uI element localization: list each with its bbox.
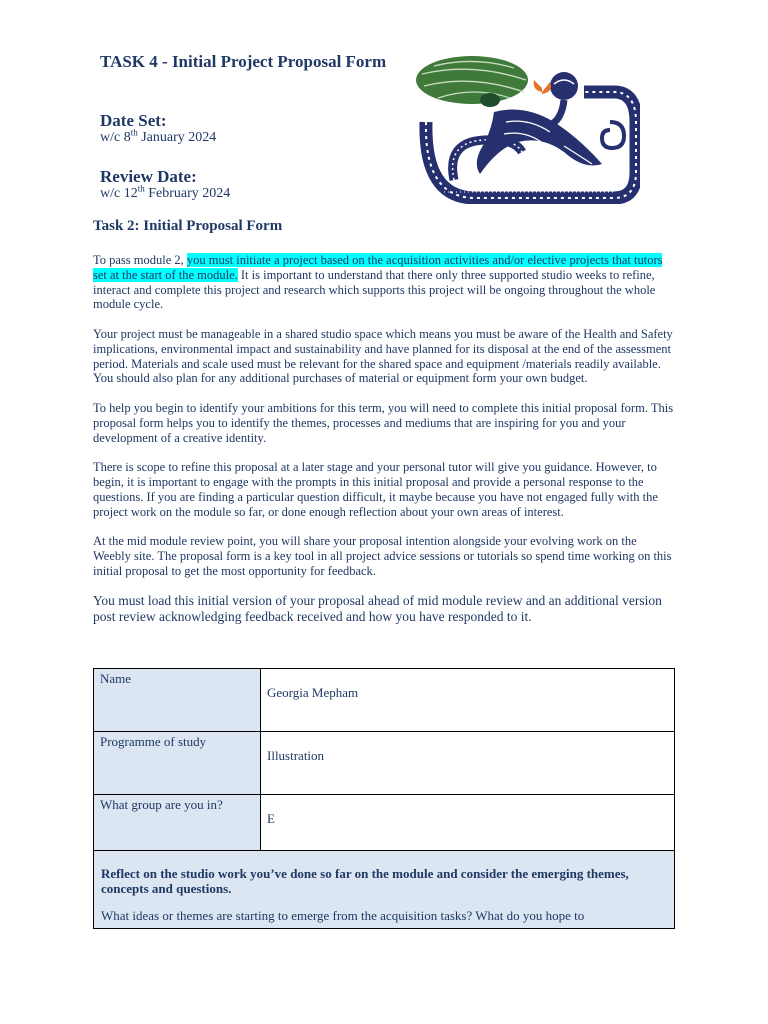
table-row (94, 795, 675, 858)
paragraph-4: There is scope to refine this proposal at a later stage and your personal tutor will give you guidance. However, to begin, it is important to engage with the prompts in this initial proposal and provide a personal response to the questions. If you are finding a particular question difficult, it maybe because you have not engaged fully with the project work on the module so far, or done enough reflection about your own areas of interest. (93, 460, 658, 519)
group-label: What group are you in? (94, 795, 261, 858)
reflection-heading: Reflect on the studio work you’ve done so far on the module and consider the emerging themes, concepts and questions. (101, 866, 629, 896)
group-value[interactable]: E (261, 795, 675, 858)
task2-heading: Task 2: Initial Proposal Form (93, 218, 283, 234)
programme-label: Programme of study (94, 732, 261, 795)
name-value[interactable]: Georgia Mepham (261, 669, 675, 732)
highlighted-text: you must initiate a project based on the acquisition activities and/or elective projects that tutors set at the start of the module. (93, 253, 663, 282)
date-set-label: Date Set: (100, 111, 167, 130)
paragraph-1: To pass module 2, you must initiate a project based on the acquisition activities and/or elective projects that tutors set at the start of the module. It is important to understand that there only three supported studio weeks to refine, interact and complete this project and research which supports this project will be ongoing throughout the whole module cycle. (93, 253, 663, 312)
review-date-label: Review Date: (100, 167, 197, 186)
page-title: TASK 4 - Initial Project Proposal Form (100, 52, 387, 71)
reflection-box (93, 850, 675, 929)
name-label: Name (94, 669, 261, 732)
table-row (94, 732, 675, 795)
review-date-value: w/c 12th February 2024 (100, 183, 231, 201)
linocut-illustration (414, 52, 640, 204)
reflection-box-bottom-edge (93, 928, 675, 929)
date-set-value: w/c 8th January 2024 (100, 127, 217, 145)
paragraph-5: At the mid module review point, you will share your proposal intention alongside your evolving work on the Weebly site. The proposal form is a key tool in all project advice sessions or tutorials so spend time working on this initial proposal to get the most opportunity for feedback. (93, 534, 672, 578)
student-info-table (93, 668, 675, 858)
reflection-question: What ideas or themes are starting to emerge from the acquisition tasks? What do you hope to (101, 908, 585, 923)
programme-value[interactable]: Illustration (261, 732, 675, 795)
paragraph-6: You must load this initial version of your proposal ahead of mid module review and an additional version post review acknowledging feedback received and how you have responded to it. (93, 593, 662, 624)
table-row (94, 669, 675, 732)
instructions-body (93, 253, 675, 639)
paragraph-3: To help you begin to identify your ambitions for this term, you will need to complete this initial proposal form. This proposal form helps you to identify the themes, processes and mediums that are inspiring for you and your development of a creative identity. (93, 400, 674, 445)
paragraph-2: Your project must be manageable in a shared studio space which means you must be aware of the Health and Safety implications, environmental impact and sustainability and have planned for its disposal at the end of the assessment period. Materials and scale used must be relevant for the shared space and equipment /materials readily available. You should also plan for any additional purchases of material or equipment form your own budget. (93, 326, 673, 386)
